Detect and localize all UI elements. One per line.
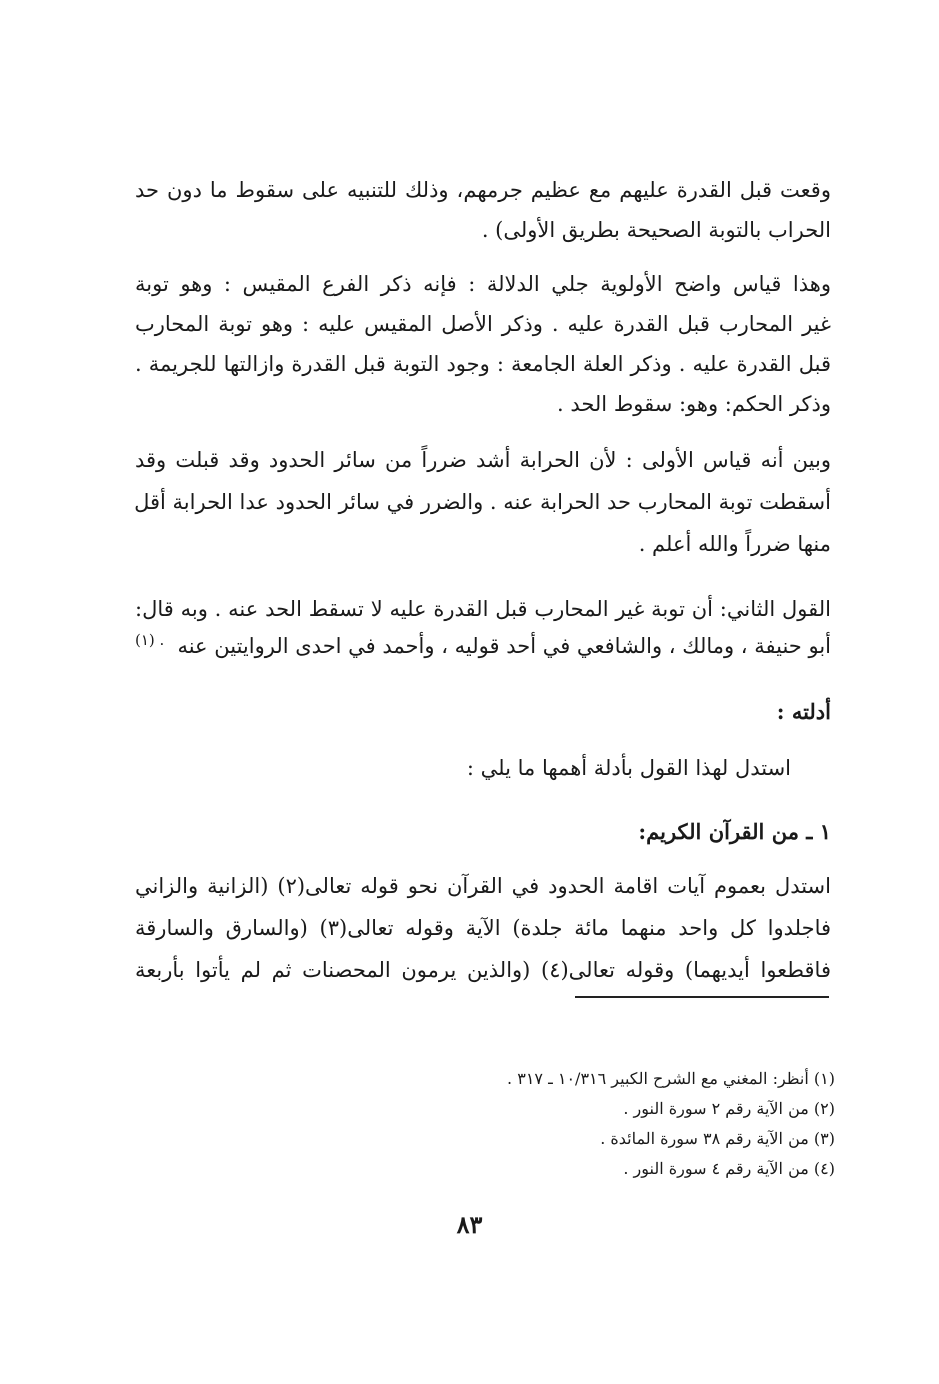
text-line: أسقطت توبة المحارب حد الحرابة عنه . والضرر في سائر الحدود عدا الحرابة أقل <box>134 490 831 514</box>
text-line: منها ضرراً والله أعلم . <box>638 532 831 556</box>
text-line: وقعت قبل القدرة عليهم مع عظيم جرمهم، وذلك للتنبيه على سقوط ما دون حد <box>135 178 831 202</box>
footnote: (٢) من الآية رقم ٢ سورة النور . <box>623 1099 835 1118</box>
text-line: استدل لهذا القول بأدلة أهمها ما يلي : <box>466 756 791 780</box>
text-line: وبين أنه قياس الأولى : لأن الحرابة أشد ضرراً من سائر الحدود وقد قبلت وقد <box>135 448 831 472</box>
footnote: (١) أنظر: المغني مع الشرح الكبير ١٠/٣١٦ ـ ٣١٧ . <box>507 1069 835 1088</box>
text-line: وذكر الحكم: وهو: سقوط الحد . <box>556 392 831 416</box>
footnote-separator <box>575 996 829 998</box>
text-line: الحراب بالتوبة الصحيحة بطريق الأولى) . <box>481 218 831 242</box>
text-line: فاقطعوا أيديهما) وقوله تعالى(٤) (والذين يرمون المحصنات ثم لم يأتوا بأربعة <box>135 958 831 982</box>
text-line: غير المحارب قبل القدرة عليه . وذكر الأصل المقيس عليه : وهو توبة المحارب <box>135 312 831 336</box>
section-heading: أدلته : <box>776 699 831 724</box>
text-line: استدل بعموم آيات اقامة الحدود في القرآن نحو قوله تعالى(٢) (الزانية والزاني <box>135 874 831 898</box>
footnote-ref: (١) . <box>135 631 165 649</box>
section-heading: ١ ـ من القرآن الكريم: <box>638 819 831 844</box>
page-number: ٨٣ <box>456 1210 483 1239</box>
text-line: أبو حنيفة ، ومالك ، والشافعي في أحد قوليه ، وأحمد في احدى الروايتين عنه <box>177 634 831 658</box>
text-line: فاجلدوا كل واحد منهما مائة جلدة) الآية وقوله تعالى(٣) (والسارق والسارقة <box>135 916 831 940</box>
text-line: وهذا قياس واضح الأولوية جلي الدلالة : فإنه ذكر الفرع المقيس : وهو توبة <box>135 272 831 296</box>
footnote: (٣) من الآية رقم ٣٨ سورة المائدة . <box>600 1129 835 1148</box>
text-line: القول الثاني: أن توبة غير المحارب قبل القدرة عليه لا تسقط الحد عنه . وبه قال: <box>135 597 831 621</box>
text-line: قبل القدرة عليه . وذكر العلة الجامعة : وجود التوبة قبل القدرة وازالتها للجريمة . <box>135 352 831 376</box>
footnote: (٤) من الآية رقم ٤ سورة النور . <box>623 1159 835 1178</box>
